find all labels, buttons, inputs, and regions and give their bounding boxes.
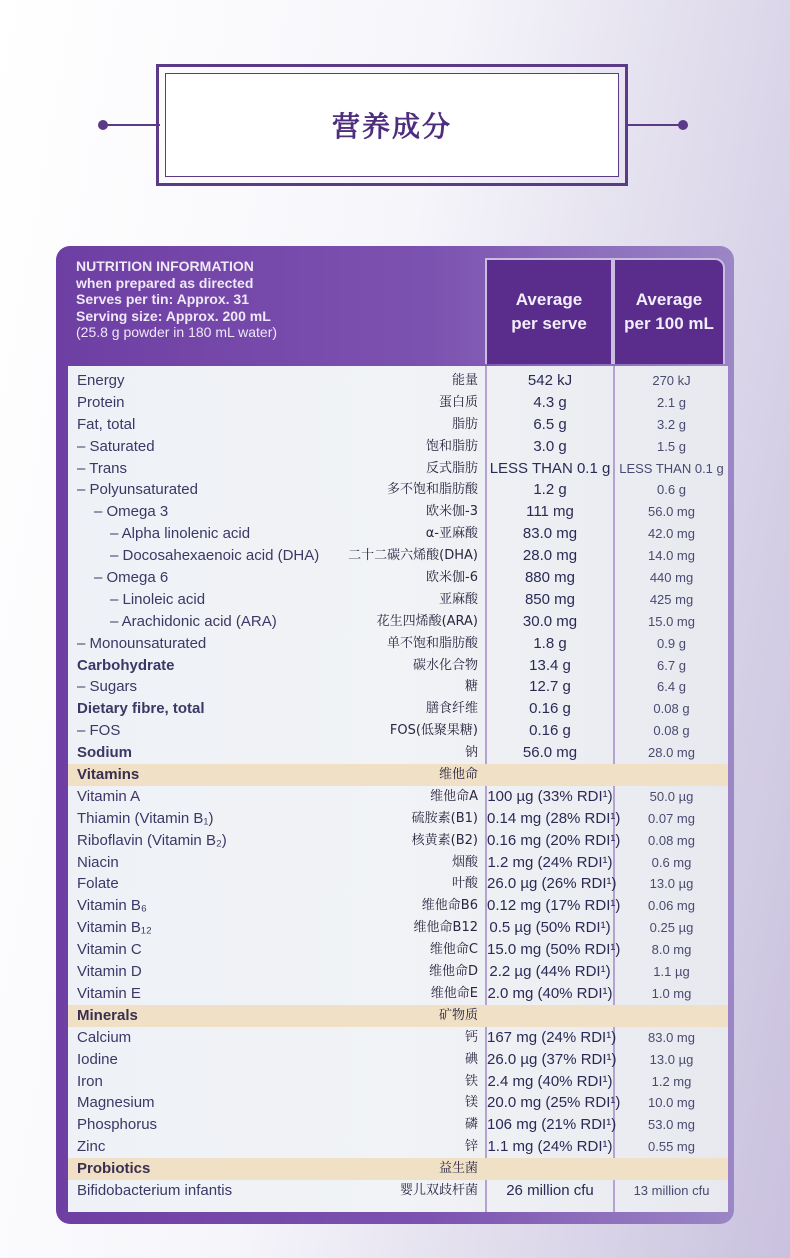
nutrient-name-cn: 硫胺素(B1) [411, 810, 478, 826]
info-serves: Serves per tin: Approx. 31 [76, 291, 249, 307]
nutrient-name-cn: 叶酸 [451, 876, 478, 892]
nutrient-name-en: Probiotics [77, 1160, 151, 1178]
value-per-serve: 2.4 mg (40% RDI¹) [487, 1072, 613, 1090]
nutrient-row [68, 676, 728, 698]
value-per-100ml: 50.0 µg [649, 788, 694, 804]
panel-header [56, 246, 734, 366]
title-line-left [104, 124, 160, 126]
nutrient-name-cn: 蛋白质 [438, 394, 478, 410]
value-per-serve: 542 kJ [527, 372, 573, 389]
nutrient-name-cn: 锌 [464, 1139, 478, 1155]
nutrient-name-cn: 能量 [451, 373, 478, 388]
value-per-serve: 106 mg (21% RDI¹) [487, 1116, 617, 1134]
section-header-row [68, 764, 728, 786]
column-header-per-serve [485, 258, 613, 364]
nutrient-name-en: Bifidobacterium infantis [77, 1181, 233, 1199]
nutrient-row [68, 392, 728, 414]
nutrient-name-cn: 铁 [464, 1073, 478, 1089]
title-dot-right [678, 120, 688, 130]
nutrient-name-cn: 欧米伽-6 [426, 570, 478, 586]
nutrient-row [68, 414, 728, 436]
nutrient-name-en: Vitamin C [77, 941, 142, 959]
nutrient-name-en: Folate [77, 875, 119, 893]
value-per-serve: 0.16 mg (20% RDI¹) [487, 831, 621, 849]
value-per-100ml: 13 million cfu [633, 1182, 710, 1198]
value-per-100ml: 1.0 mg [651, 985, 692, 1001]
nutrient-row [68, 939, 728, 961]
nutrient-name-cn: 镁 [464, 1095, 478, 1111]
nutrient-row [68, 873, 728, 895]
value-per-100ml: 1.2 mg [651, 1073, 692, 1089]
nutrient-name-en: – Sugars [77, 678, 138, 696]
nutrient-name-en: – Arachidonic acid (ARA) [110, 612, 277, 630]
value-per-100ml: 8.0 mg [651, 942, 692, 958]
nutrient-name-en: Phosphorus [77, 1116, 158, 1134]
nutrient-name-en: Vitamin B₆ [77, 897, 147, 915]
value-per-serve: 6.5 g [533, 415, 567, 433]
nutrient-name-cn: 脂肪 [451, 416, 478, 432]
nutrient-name-cn: 膳食纤维 [425, 701, 478, 717]
page-title: 营养成分 [331, 110, 452, 143]
nutrient-name-cn: 磷 [464, 1117, 478, 1133]
title-frame-inner [165, 73, 619, 177]
value-per-serve: 4.3 g [533, 393, 567, 411]
nutrient-name-cn: 核黄素(B2) [411, 832, 478, 848]
nutrient-row [68, 567, 728, 589]
nutrient-name-en: – Omega 6 [94, 569, 169, 587]
nutrient-name-en: – FOS [77, 722, 121, 740]
value-per-serve: 2.0 mg (40% RDI¹) [487, 984, 613, 1002]
nutrient-row [68, 589, 728, 611]
value-per-100ml: 0.6 mg [651, 854, 692, 870]
info-heading: NUTRITION INFORMATION [76, 258, 254, 274]
value-per-100ml: 10.0 mg [648, 1095, 695, 1111]
value-per-serve: 12.7 g [529, 678, 571, 696]
section-header-row [68, 1005, 728, 1027]
value-per-serve: 1.2 mg (24% RDI¹) [487, 853, 613, 871]
nutrient-name-en: – Linoleic acid [110, 590, 206, 608]
info-powder: (25.8 g powder in 180 mL water) [76, 324, 278, 340]
value-per-100ml: 0.08 g [653, 723, 690, 739]
info-serving-size: Serving size: Approx. 200 mL [76, 307, 271, 324]
nutrient-row [68, 1071, 728, 1093]
nutrient-row [68, 458, 728, 480]
nutrient-name-cn: 维他命D [428, 964, 478, 980]
nutrient-row [68, 545, 728, 567]
nutrient-name-en: – Polyunsaturated [77, 481, 198, 499]
value-per-100ml: 0.9 g [657, 635, 686, 651]
value-per-serve: LESS THAN 0.1 g [489, 459, 611, 477]
value-per-serve: 100 µg (33% RDI¹) [487, 787, 613, 805]
value-per-100ml: 56.0 mg [648, 504, 695, 520]
nutrient-name-cn: 花生四烯酸(ARA) [376, 613, 478, 629]
title-line-right [627, 124, 683, 126]
value-per-100ml: 270 kJ [652, 373, 691, 388]
nutrient-row [68, 611, 728, 633]
info-prepared: when prepared as directed [76, 274, 254, 291]
nutrient-name-cn: 饱和脂肪 [425, 438, 478, 454]
value-per-serve: 2.2 µg (44% RDI¹) [489, 963, 611, 981]
value-per-100ml: 0.6 g [657, 482, 686, 498]
nutrient-name-en: Energy [77, 372, 125, 389]
nutrient-row [68, 1027, 728, 1049]
nutrient-row [68, 917, 728, 939]
value-per-100ml: 53.0 mg [648, 1117, 695, 1133]
value-per-100ml: 0.55 mg [648, 1139, 695, 1155]
value-per-serve: 28.0 mg [522, 547, 578, 565]
nutrient-name-cn: 糖 [464, 679, 478, 695]
nutrient-row [68, 1114, 728, 1136]
nutrient-row [68, 633, 728, 655]
nutrient-name-en: Vitamins [77, 766, 140, 784]
value-per-serve: 15.0 mg (50% RDI¹) [487, 941, 621, 959]
nutrient-row [68, 1136, 728, 1158]
nutrient-name-cn: 多不饱和脂肪酸 [386, 482, 478, 498]
value-per-serve: 850 mg [524, 590, 576, 608]
value-per-serve: 83.0 mg [522, 525, 578, 543]
nutrient-name-en: – Saturated [77, 437, 155, 455]
nutrient-name-cn: FOS(低聚果糖) [389, 723, 478, 739]
nutrient-name-cn: 益生菌 [438, 1161, 478, 1177]
value-per-100ml: 28.0 mg [648, 745, 695, 761]
nutrient-name-cn: 亚麻酸 [438, 591, 478, 607]
nutrition-info-block [76, 258, 476, 341]
nutrient-row [68, 961, 728, 983]
nutrient-name-en: – Monounsaturated [77, 634, 207, 652]
section-header-row [68, 1158, 728, 1180]
nutrient-row [68, 479, 728, 501]
nutrient-name-en: Fat, total [77, 415, 136, 433]
col2-line1: Average [635, 290, 703, 309]
nutrient-name-cn: 碳水化合物 [412, 657, 478, 673]
value-per-serve: 3.0 g [533, 437, 567, 455]
nutrient-name-en: Vitamin D [77, 963, 142, 981]
value-per-100ml: 42.0 mg [648, 526, 695, 542]
value-per-serve: 0.16 g [529, 722, 571, 740]
nutrient-row [68, 742, 728, 764]
nutrient-row [68, 655, 728, 677]
nutrient-name-en: Iodine [77, 1050, 118, 1068]
nutrient-row [68, 852, 728, 874]
value-per-serve: 1.1 mg (24% RDI¹) [487, 1138, 613, 1156]
value-per-serve: 0.5 µg (50% RDI¹) [489, 919, 611, 937]
nutrient-name-cn: α-亚麻酸 [425, 526, 478, 542]
nutrient-name-en: Protein [77, 393, 125, 411]
value-per-100ml: 15.0 mg [648, 613, 695, 629]
nutrient-name-en: Riboflavin (Vitamin B₂) [77, 831, 227, 849]
value-per-100ml: 2.1 g [657, 394, 686, 410]
value-per-serve: 56.0 mg [522, 744, 578, 762]
nutrient-row [68, 720, 728, 742]
nutrient-name-en: Sodium [77, 744, 132, 762]
nutrient-name-cn: 钠 [464, 745, 478, 761]
nutrient-name-en: – Omega 3 [94, 503, 169, 521]
value-per-serve: 26.0 µg (37% RDI¹) [487, 1050, 617, 1068]
col1-line1: Average [515, 290, 583, 309]
value-per-serve: 20.0 mg (25% RDI¹) [487, 1094, 621, 1112]
value-per-100ml: 1.5 g [657, 438, 686, 454]
nutrient-row [68, 983, 728, 1005]
nutrient-name-en: – Trans [77, 459, 128, 477]
nutrient-name-en: Zinc [77, 1138, 106, 1156]
value-per-100ml: 83.0 mg [648, 1029, 695, 1045]
nutrition-panel [56, 246, 734, 1224]
value-per-serve: 167 mg (24% RDI¹) [487, 1028, 617, 1046]
value-per-serve: 0.14 mg (28% RDI¹) [487, 809, 621, 827]
value-per-100ml: 14.0 mg [648, 548, 695, 564]
value-per-100ml: 6.4 g [657, 679, 686, 695]
nutrient-name-cn: 二十二碳六烯酸(DHA) [348, 548, 478, 564]
nutrient-row [68, 808, 728, 830]
value-per-100ml: 0.08 g [653, 701, 690, 717]
nutrient-row [68, 370, 728, 392]
nutrient-name-en: Minerals [77, 1006, 138, 1024]
nutrient-name-cn: 矿物质 [438, 1007, 478, 1023]
col1-line2: per serve [511, 314, 587, 333]
nutrient-row [68, 1049, 728, 1071]
nutrient-name-cn: 维他命A [430, 788, 478, 804]
value-per-serve: 13.4 g [529, 656, 571, 674]
nutrient-row [68, 698, 728, 720]
value-per-serve: 0.16 g [529, 700, 571, 718]
nutrient-name-cn: 单不饱和脂肪酸 [386, 635, 478, 651]
value-per-100ml: 0.08 mg [648, 832, 695, 848]
nutrient-name-en: Dietary fibre, total [77, 700, 205, 718]
value-per-100ml: LESS THAN 0.1 g [619, 460, 724, 476]
nutrient-name-cn: 维他命E [430, 985, 478, 1001]
title-dot-left [98, 120, 108, 130]
nutrient-row [68, 501, 728, 523]
nutrient-name-en: Carbohydrate [77, 656, 175, 674]
nutrient-name-en: – Docosahexaenoic acid (DHA) [110, 547, 320, 565]
nutrient-name-en: Vitamin E [77, 984, 141, 1002]
value-per-serve: 880 mg [524, 569, 576, 587]
value-per-100ml: 13.0 µg [649, 876, 694, 892]
nutrient-name-cn: 婴儿双歧杆菌 [399, 1182, 478, 1198]
nutrient-row [68, 1180, 728, 1202]
nutrient-name-cn: 烟酸 [451, 854, 478, 870]
nutrient-name-en: Vitamin A [77, 787, 141, 805]
value-per-100ml: 13.0 µg [649, 1051, 694, 1067]
nutrient-name-en: Iron [77, 1072, 103, 1090]
nutrition-table [68, 366, 728, 1212]
nutrient-name-cn: 碘 [464, 1051, 478, 1067]
value-per-serve: 26.0 µg (26% RDI¹) [487, 875, 617, 893]
value-per-serve: 30.0 mg [522, 612, 578, 630]
nutrient-row [68, 1092, 728, 1114]
column-header-per-100ml [613, 258, 725, 364]
value-per-serve: 1.2 g [533, 481, 567, 499]
nutrient-name-cn: 钙 [464, 1029, 478, 1045]
value-per-100ml: 3.2 g [657, 416, 686, 432]
nutrient-row [68, 436, 728, 458]
nutrient-name-en: Vitamin B₁₂ [77, 919, 152, 937]
value-per-100ml: 0.25 µg [649, 920, 694, 936]
nutrient-name-cn: 维他命B12 [413, 920, 478, 936]
value-per-serve: 0.12 mg (17% RDI¹) [487, 897, 621, 915]
nutrient-name-en: Magnesium [77, 1094, 155, 1112]
value-per-serve: 111 mg [526, 503, 574, 521]
value-per-100ml: 0.07 mg [648, 810, 695, 826]
value-per-100ml: 1.1 µg [653, 964, 690, 980]
value-per-100ml: 440 mg [649, 570, 694, 586]
nutrient-row [68, 786, 728, 808]
value-per-100ml: 6.7 g [657, 657, 686, 673]
nutrient-row [68, 523, 728, 545]
value-per-serve: 26 million cfu [506, 1181, 594, 1199]
nutrient-name-cn: 维他命 [438, 767, 478, 783]
nutrient-name-en: Thiamin (Vitamin B₁) [77, 809, 214, 827]
title-frame [156, 64, 628, 186]
nutrient-name-cn: 欧米伽-3 [426, 504, 478, 520]
nutrient-name-en: Calcium [77, 1028, 132, 1046]
nutrient-name-cn: 反式脂肪 [425, 460, 478, 476]
nutrient-row [68, 830, 728, 852]
nutrient-name-en: Niacin [77, 853, 119, 871]
value-per-100ml: 0.06 mg [648, 898, 695, 914]
nutrient-name-cn: 维他命C [429, 942, 478, 958]
value-per-serve: 1.8 g [533, 634, 567, 652]
col2-line2: per 100 mL [624, 314, 714, 333]
nutrient-name-cn: 维他命B6 [421, 898, 478, 914]
nutrient-row [68, 895, 728, 917]
nutrient-name-en: – Alpha linolenic acid [110, 525, 251, 543]
nutrition-rows [68, 370, 728, 1202]
value-per-100ml: 425 mg [649, 591, 694, 607]
